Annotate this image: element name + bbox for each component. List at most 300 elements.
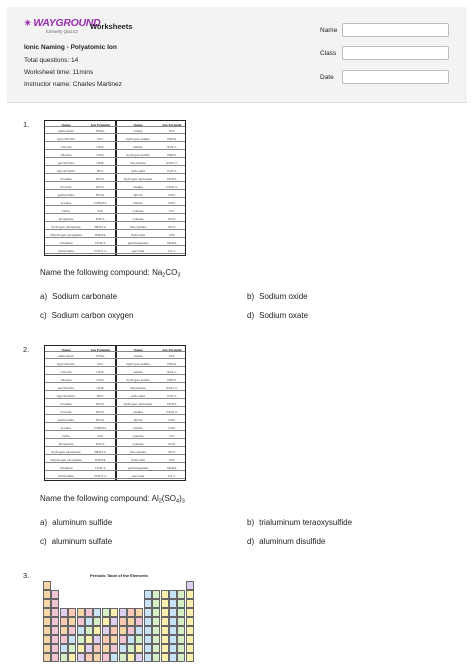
table-cell: HSO4- bbox=[167, 137, 177, 141]
element-cell bbox=[161, 599, 169, 608]
table-row bbox=[45, 247, 185, 254]
table-cell: CO3 2- bbox=[167, 394, 177, 398]
element-cell bbox=[102, 644, 110, 653]
table-cell: chlorate bbox=[60, 153, 72, 157]
table-cell: bromite bbox=[60, 410, 72, 414]
table-cell: perchlorate bbox=[57, 386, 75, 390]
table-cell: PO4 3- bbox=[95, 217, 106, 221]
table-cell: HCO3- bbox=[167, 402, 177, 406]
logo-mark-icon: ✴ bbox=[24, 18, 32, 28]
table-cell: Name bbox=[61, 348, 71, 352]
table-row bbox=[45, 215, 185, 222]
periodic-table-image bbox=[40, 571, 196, 670]
table-cell: dichromate bbox=[57, 474, 75, 478]
table-cell: hydrogen carbonate bbox=[123, 402, 153, 406]
element-cell bbox=[77, 617, 85, 626]
table-row bbox=[45, 231, 185, 238]
element-cell bbox=[127, 653, 135, 662]
table-cell: IO3- bbox=[168, 129, 176, 133]
table-cell: acetate bbox=[60, 426, 72, 430]
table-cell: nitrite bbox=[133, 418, 143, 422]
element-cell bbox=[127, 635, 135, 644]
answer-option-b[interactable]: b) Sodium oxide bbox=[247, 292, 308, 301]
element-cell bbox=[177, 590, 185, 599]
table-row bbox=[45, 384, 185, 391]
name-field[interactable] bbox=[342, 23, 449, 37]
table-cell: hydrogen sulfate bbox=[126, 137, 150, 141]
table-cell: BrO4- bbox=[96, 193, 105, 197]
element-cell bbox=[144, 617, 152, 626]
table-cell: BrO3- bbox=[96, 402, 105, 406]
table-cell: ClO3- bbox=[96, 378, 105, 382]
table-cell: HSO3- bbox=[167, 378, 177, 382]
table-cell: ClO- bbox=[97, 137, 104, 141]
table-cell: perbromate bbox=[57, 193, 75, 197]
logo-text: WAYGROUND bbox=[33, 17, 101, 29]
element-cell bbox=[43, 590, 51, 599]
table-cell: NO2- bbox=[168, 193, 176, 197]
table-cell: hydrogen carbonate bbox=[123, 177, 153, 181]
table-cell: Ion Formula bbox=[162, 348, 182, 352]
element-cell bbox=[161, 635, 169, 644]
table-cell: BrO- bbox=[97, 169, 104, 173]
table-row bbox=[45, 448, 185, 455]
table-cell: IO2- bbox=[97, 209, 104, 213]
table-cell: hydrogen sulfite bbox=[126, 378, 150, 382]
element-cell bbox=[77, 626, 85, 635]
element-cell bbox=[135, 644, 143, 653]
class-field[interactable] bbox=[342, 46, 449, 60]
table-cell: NO3- bbox=[168, 426, 176, 430]
class-label: Class bbox=[320, 50, 337, 57]
element-cell bbox=[51, 599, 59, 608]
element-cell bbox=[51, 590, 59, 599]
total-questions: Total questions: 14 bbox=[24, 57, 79, 64]
table-cell: nitrate bbox=[133, 426, 143, 430]
table-cell: SO4 2- bbox=[167, 145, 177, 149]
element-cell bbox=[152, 599, 160, 608]
table-cell: CN- bbox=[169, 209, 175, 213]
element-cell bbox=[60, 644, 68, 653]
element-cell bbox=[169, 626, 177, 635]
table-cell: CrO4 2- bbox=[94, 466, 107, 470]
table-cell: O2 2- bbox=[168, 249, 176, 253]
element-cell bbox=[186, 608, 194, 617]
element-cell bbox=[177, 653, 185, 662]
element-cell bbox=[119, 644, 127, 653]
wayground-logo bbox=[24, 17, 101, 35]
table-cell: hypobromite bbox=[57, 169, 75, 173]
table-cell: BrO2- bbox=[96, 410, 105, 414]
table-cell: nitrite bbox=[133, 193, 143, 197]
table-cell: dihydrogen phosphate bbox=[50, 458, 82, 462]
element-cell bbox=[43, 653, 51, 662]
table-row bbox=[45, 223, 185, 230]
polyatomic-ion-table bbox=[44, 345, 186, 481]
table-cell: hypobromite bbox=[57, 394, 75, 398]
element-cell bbox=[119, 653, 127, 662]
answer-option-c[interactable]: c) Sodium carbon oxygen bbox=[40, 311, 134, 320]
element-cell bbox=[127, 608, 135, 617]
table-cell: iodite bbox=[61, 209, 71, 213]
table-cell: hydroxide bbox=[130, 233, 146, 237]
element-cell bbox=[135, 617, 143, 626]
table-row bbox=[45, 440, 185, 447]
element-cell bbox=[144, 644, 152, 653]
question-number: 1. bbox=[23, 120, 30, 129]
table-row bbox=[45, 239, 185, 246]
element-cell bbox=[119, 626, 127, 635]
instructor-name: Instructor name: Charles Martinez bbox=[24, 81, 122, 88]
element-cell bbox=[177, 599, 185, 608]
element-cell bbox=[93, 626, 101, 635]
element-cell bbox=[144, 590, 152, 599]
table-row bbox=[45, 151, 185, 158]
table-cell: C2H3O2- bbox=[93, 426, 108, 430]
element-cell bbox=[161, 608, 169, 617]
element-cell bbox=[60, 653, 68, 662]
question-number: 2. bbox=[23, 345, 30, 354]
table-cell: PO4 3- bbox=[95, 442, 106, 446]
question-prompt: Name the following compound: $Na_2CO_3$ bbox=[40, 268, 181, 279]
table-cell: Cr2O7 2- bbox=[94, 249, 107, 253]
answer-option-b[interactable]: b) trialuminum teraoxysulfide bbox=[247, 518, 353, 527]
element-cell bbox=[102, 635, 110, 644]
table-row bbox=[45, 408, 185, 415]
table-cell: nitrate bbox=[133, 201, 143, 205]
element-cell bbox=[60, 635, 68, 644]
answer-option-a[interactable]: a) Sodium carbonate bbox=[40, 292, 118, 301]
table-row bbox=[45, 191, 185, 198]
element-cell bbox=[85, 635, 93, 644]
table-cell: S2O3 2- bbox=[166, 161, 178, 165]
element-cell bbox=[51, 653, 59, 662]
table-cell: SCN- bbox=[168, 225, 176, 229]
table-cell: sulfate bbox=[133, 145, 143, 149]
element-cell bbox=[144, 626, 152, 635]
element-cell bbox=[110, 617, 118, 626]
table-cell: ClO2- bbox=[96, 370, 105, 374]
worksheet-title: Ionic Naming - Polyatomic Ion bbox=[24, 44, 117, 51]
element-cell bbox=[144, 653, 152, 662]
table-cell: bromite bbox=[60, 185, 72, 189]
table-cell: sulfate bbox=[133, 370, 143, 374]
element-cell bbox=[85, 653, 93, 662]
table-cell: HSO4- bbox=[167, 362, 177, 366]
table-cell: ClO4- bbox=[96, 161, 105, 165]
table-cell: H2PO4- bbox=[94, 233, 107, 237]
table-cell: hydrogen sulfate bbox=[126, 362, 150, 366]
table-row bbox=[45, 472, 185, 479]
table-row bbox=[45, 416, 185, 423]
table-cell: MnO4- bbox=[167, 466, 177, 470]
table-cell: thiocyanate bbox=[129, 450, 147, 454]
table-cell: C2O4 2- bbox=[166, 410, 178, 414]
table-cell: perchlorate bbox=[57, 161, 75, 165]
table-cell: OH- bbox=[169, 233, 175, 237]
element-cell bbox=[110, 608, 118, 617]
element-cell bbox=[119, 617, 127, 626]
table-cell: Name bbox=[133, 123, 143, 127]
element-cell bbox=[144, 599, 152, 608]
element-cell bbox=[93, 635, 101, 644]
table-cell: cyanide bbox=[132, 209, 144, 213]
table-cell: SCN- bbox=[168, 450, 176, 454]
element-cell bbox=[127, 626, 135, 635]
table-cell: ClO- bbox=[97, 362, 104, 366]
element-cell bbox=[68, 617, 76, 626]
table-cell: ammonium bbox=[58, 129, 74, 133]
element-cell bbox=[169, 635, 177, 644]
element-cell bbox=[85, 644, 93, 653]
table-cell: Name bbox=[133, 348, 143, 352]
element-cell bbox=[177, 608, 185, 617]
table-cell: MnO4- bbox=[167, 241, 177, 245]
element-cell bbox=[186, 617, 194, 626]
table-row bbox=[45, 143, 185, 150]
element-cell bbox=[110, 635, 118, 644]
element-cell bbox=[93, 617, 101, 626]
table-row bbox=[45, 368, 185, 375]
table-cell: hypochlorite bbox=[57, 137, 75, 141]
element-cell bbox=[43, 644, 51, 653]
element-cell bbox=[169, 644, 177, 653]
element-cell bbox=[186, 626, 194, 635]
element-cell bbox=[169, 599, 177, 608]
date-label: Date bbox=[320, 74, 334, 81]
table-cell: H2PO4- bbox=[94, 458, 107, 462]
table-cell: CrO4 2- bbox=[94, 241, 107, 245]
logo-subtitle: formerly Quizizz bbox=[46, 29, 79, 34]
table-row bbox=[45, 135, 185, 142]
table-cell: HPO4 2- bbox=[94, 450, 107, 454]
worksheet-header bbox=[7, 7, 467, 103]
table-cell: permanganate bbox=[127, 466, 149, 470]
element-cell bbox=[43, 608, 51, 617]
table-cell: bromate bbox=[60, 402, 72, 406]
table-cell: Cr2O7 2- bbox=[94, 474, 107, 478]
table-cell: NH4+ bbox=[95, 354, 105, 358]
element-cell bbox=[60, 608, 68, 617]
table-cell: CN- bbox=[169, 434, 175, 438]
table-cell: acetate bbox=[60, 201, 72, 205]
answer-option-c[interactable]: c) aluminum sulfate bbox=[40, 537, 113, 546]
element-cell bbox=[186, 599, 194, 608]
table-cell: dichromate bbox=[57, 249, 75, 253]
table-cell: CO3 2- bbox=[167, 169, 177, 173]
table-cell: ClO3- bbox=[96, 153, 105, 157]
table-row bbox=[45, 127, 185, 134]
table-cell: OCN- bbox=[168, 217, 176, 221]
table-cell: Ion Formula bbox=[90, 123, 111, 127]
answer-option-d[interactable]: d) aluminum disulfide bbox=[247, 537, 326, 546]
element-cell bbox=[144, 635, 152, 644]
polyatomic-ion-table bbox=[44, 120, 186, 256]
table-cell: hypochlorite bbox=[57, 362, 75, 366]
table-row bbox=[45, 159, 185, 166]
table-cell: cyanate bbox=[132, 442, 144, 446]
table-row bbox=[45, 183, 185, 190]
element-cell bbox=[186, 653, 194, 662]
table-cell: hydroxide bbox=[130, 458, 146, 462]
table-cell: HSO3- bbox=[167, 153, 177, 157]
element-cell bbox=[68, 653, 76, 662]
question-prompt: Name the following compound: $Al_2(SO_4)_3$ bbox=[40, 494, 185, 505]
table-cell: iodite bbox=[61, 434, 71, 438]
table-cell: thiosulfate bbox=[130, 386, 146, 390]
element-cell bbox=[152, 590, 160, 599]
element-cell bbox=[119, 635, 127, 644]
table-row bbox=[45, 207, 185, 214]
element-cell bbox=[110, 644, 118, 653]
section-label: Worksheets bbox=[90, 22, 133, 31]
table-cell: C2O4 2- bbox=[166, 185, 178, 189]
table-cell: BrO3- bbox=[96, 177, 105, 181]
element-cell bbox=[169, 617, 177, 626]
element-cell bbox=[85, 617, 93, 626]
date-field[interactable] bbox=[342, 70, 449, 84]
element-cell bbox=[186, 635, 194, 644]
table-cell: thiocyanate bbox=[129, 225, 147, 229]
element-cell bbox=[186, 581, 194, 590]
element-cell bbox=[51, 617, 59, 626]
table-cell: chromate bbox=[59, 466, 73, 470]
periodic-table-title: Periodic Table of the Elements bbox=[90, 573, 148, 578]
element-cell bbox=[177, 644, 185, 653]
element-cell bbox=[60, 617, 68, 626]
element-cell bbox=[43, 635, 51, 644]
table-cell: phosphate bbox=[58, 217, 74, 221]
element-cell bbox=[186, 590, 194, 599]
answer-option-a[interactable]: a) aluminum sulfide bbox=[40, 518, 113, 527]
table-cell: chlorite bbox=[60, 145, 72, 149]
table-row bbox=[45, 199, 185, 206]
element-cell bbox=[43, 617, 51, 626]
table-cell: oxalate bbox=[132, 185, 144, 189]
element-cell bbox=[169, 653, 177, 662]
table-cell: bromate bbox=[60, 177, 72, 181]
element-cell bbox=[51, 608, 59, 617]
table-cell: dihydrogen phosphate bbox=[50, 233, 82, 237]
element-cell bbox=[68, 644, 76, 653]
table-row bbox=[45, 456, 185, 463]
table-cell: Ion Formula bbox=[162, 123, 182, 127]
element-cell bbox=[135, 653, 143, 662]
table-cell: SO4 2- bbox=[167, 370, 177, 374]
table-row bbox=[45, 400, 185, 407]
element-cell bbox=[77, 644, 85, 653]
element-cell bbox=[51, 635, 59, 644]
element-cell bbox=[68, 626, 76, 635]
table-cell: peroxide bbox=[131, 474, 145, 478]
element-cell bbox=[102, 617, 110, 626]
table-cell: phosphate bbox=[58, 442, 74, 446]
table-row bbox=[45, 376, 185, 383]
element-cell bbox=[102, 608, 110, 617]
element-cell bbox=[161, 626, 169, 635]
table-cell: chlorate bbox=[60, 378, 72, 382]
table-cell: hydrogen phosphate bbox=[51, 450, 81, 454]
table-row bbox=[45, 360, 185, 367]
element-cell bbox=[161, 653, 169, 662]
table-cell: BrO2- bbox=[96, 185, 105, 189]
element-cell bbox=[43, 599, 51, 608]
element-cell bbox=[77, 608, 85, 617]
element-cell bbox=[152, 626, 160, 635]
table-cell: ClO2- bbox=[96, 145, 105, 149]
element-cell bbox=[152, 635, 160, 644]
element-cell bbox=[161, 590, 169, 599]
table-cell: NO2- bbox=[168, 418, 176, 422]
table-cell: iodate bbox=[133, 129, 143, 133]
table-cell: carbonate bbox=[130, 394, 146, 398]
table-cell: OCN- bbox=[168, 442, 176, 446]
element-cell bbox=[119, 608, 127, 617]
table-cell: NH4+ bbox=[95, 129, 105, 133]
table-cell: thiosulfate bbox=[130, 161, 146, 165]
table-cell: HPO4 2- bbox=[94, 225, 107, 229]
element-cell bbox=[93, 644, 101, 653]
element-cell bbox=[43, 626, 51, 635]
table-cell: chromate bbox=[59, 241, 73, 245]
table-cell: Ion Formula bbox=[90, 348, 111, 352]
name-label: Name bbox=[320, 27, 338, 34]
element-cell bbox=[60, 626, 68, 635]
table-row bbox=[45, 352, 185, 359]
element-cell bbox=[68, 635, 76, 644]
element-cell bbox=[43, 581, 51, 590]
table-cell: iodate bbox=[133, 354, 143, 358]
table-cell: cyanide bbox=[132, 434, 144, 438]
element-cell bbox=[135, 608, 143, 617]
element-cell bbox=[85, 608, 93, 617]
element-cell bbox=[127, 644, 135, 653]
element-cell bbox=[77, 635, 85, 644]
table-cell: S2O3 2- bbox=[166, 386, 178, 390]
element-cell bbox=[110, 626, 118, 635]
table-row bbox=[45, 464, 185, 471]
table-cell: hydrogen sulfite bbox=[126, 153, 150, 157]
table-cell: OH- bbox=[169, 458, 175, 462]
element-cell bbox=[93, 608, 101, 617]
table-cell: O2 2- bbox=[168, 474, 176, 478]
element-cell bbox=[177, 635, 185, 644]
table-cell: IO2- bbox=[97, 434, 104, 438]
question-number: 3. bbox=[23, 571, 30, 580]
element-cell bbox=[77, 653, 85, 662]
table-cell: HCO3- bbox=[167, 177, 177, 181]
element-cell bbox=[152, 644, 160, 653]
element-cell bbox=[144, 608, 152, 617]
table-cell: carbonate bbox=[130, 169, 146, 173]
element-cell bbox=[135, 635, 143, 644]
table-cell: ammonium bbox=[58, 354, 74, 358]
element-cell bbox=[110, 653, 118, 662]
table-cell: ClO4- bbox=[96, 386, 105, 390]
table-cell: Name bbox=[61, 123, 71, 127]
element-cell bbox=[102, 653, 110, 662]
element-cell bbox=[161, 644, 169, 653]
answer-option-d[interactable]: d) Sodium oxate bbox=[247, 311, 309, 320]
element-cell bbox=[93, 653, 101, 662]
table-cell: permanganate bbox=[127, 241, 149, 245]
worksheet-time: Worksheet time: 11mins bbox=[24, 69, 94, 76]
element-cell bbox=[127, 617, 135, 626]
table-row bbox=[45, 167, 185, 174]
element-cell bbox=[51, 626, 59, 635]
table-cell: peroxide bbox=[131, 249, 145, 253]
element-cell bbox=[102, 626, 110, 635]
